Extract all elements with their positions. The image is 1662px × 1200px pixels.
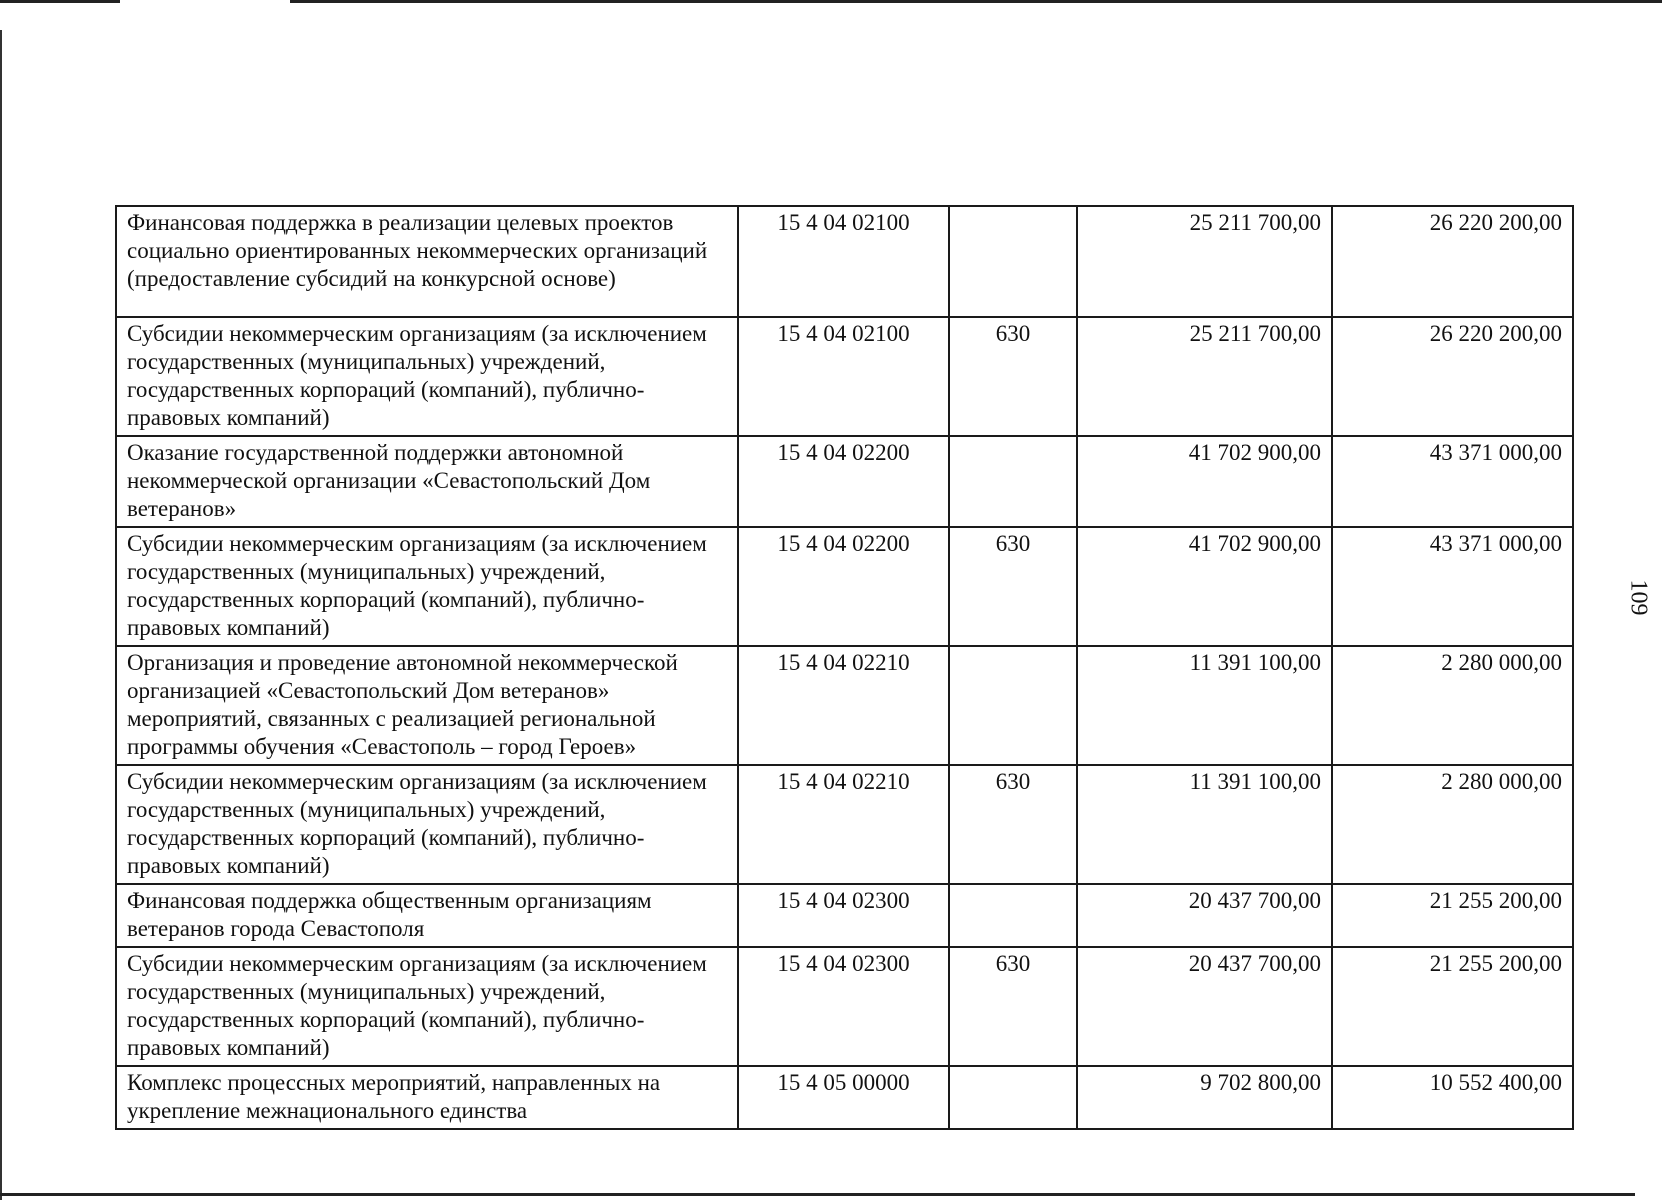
row-year1-amount: 20 437 700,00 [1077, 947, 1332, 1066]
table-row [116, 436, 1573, 527]
row-name: Комплекс процессных мероприятий, направленных на укрепление межнационального единства [116, 1066, 738, 1129]
row-code: 15 4 05 00000 [738, 1066, 949, 1129]
table-row [116, 947, 1573, 1066]
row-year2-amount: 10 552 400,00 [1332, 1066, 1573, 1129]
row-name: Финансовая поддержка общественным организациям ветеранов города Севастополя [116, 884, 738, 947]
row-type [949, 646, 1077, 765]
table-row [116, 884, 1573, 947]
row-year1-amount: 11 391 100,00 [1077, 646, 1332, 765]
scan-edge-bottom [0, 1193, 1635, 1196]
row-code: 15 4 04 02210 [738, 765, 949, 884]
row-year2-amount: 43 371 000,00 [1332, 527, 1573, 646]
row-name: Субсидии некоммерческим организациям (за исключением государственных (муниципальных) учреждений, государственных корпораций (компаний), публично-правовых компаний) [116, 527, 738, 646]
row-year2-amount: 26 220 200,00 [1332, 206, 1573, 317]
page-number: 109 [1625, 579, 1652, 616]
row-type: 630 [949, 527, 1077, 646]
table-row [116, 646, 1573, 765]
table-row [116, 1066, 1573, 1129]
row-year2-amount: 21 255 200,00 [1332, 884, 1573, 947]
row-type [949, 1066, 1077, 1129]
table-row [116, 317, 1573, 436]
row-type [949, 884, 1077, 947]
row-year1-amount: 25 211 700,00 [1077, 317, 1332, 436]
row-year2-amount: 21 255 200,00 [1332, 947, 1573, 1066]
row-name: Оказание государственной поддержки автономной некоммерческой организации «Севастопольский Дом ветеранов» [116, 436, 738, 527]
row-name: Финансовая поддержка в реализации целевых проектов социально ориентированных некоммерческих организаций (предоставление субсидий на конкурсной основе) [116, 206, 738, 317]
row-year1-amount: 41 702 900,00 [1077, 436, 1332, 527]
row-code: 15 4 04 02200 [738, 436, 949, 527]
row-type: 630 [949, 317, 1077, 436]
row-type [949, 436, 1077, 527]
table-row [116, 527, 1573, 646]
row-code: 15 4 04 02200 [738, 527, 949, 646]
table-row [116, 206, 1573, 317]
budget-table [115, 205, 1574, 1130]
row-year1-amount: 9 702 800,00 [1077, 1066, 1332, 1129]
row-year1-amount: 25 211 700,00 [1077, 206, 1332, 317]
row-year2-amount: 2 280 000,00 [1332, 765, 1573, 884]
row-code: 15 4 04 02100 [738, 317, 949, 436]
row-year1-amount: 41 702 900,00 [1077, 527, 1332, 646]
row-name: Организация и проведение автономной некоммерческой организацией «Севастопольский Дом ветеранов» мероприятий, связанных с реализацией региональной программы обучения «Севастополь – город Героев» [116, 646, 738, 765]
row-year2-amount: 43 371 000,00 [1332, 436, 1573, 527]
row-year1-amount: 11 391 100,00 [1077, 765, 1332, 884]
row-year2-amount: 26 220 200,00 [1332, 317, 1573, 436]
row-name: Субсидии некоммерческим организациям (за исключением государственных (муниципальных) учреждений, государственных корпораций (компаний), публично-правовых компаний) [116, 947, 738, 1066]
row-code: 15 4 04 02300 [738, 884, 949, 947]
row-year2-amount: 2 280 000,00 [1332, 646, 1573, 765]
row-code: 15 4 04 02300 [738, 947, 949, 1066]
row-type: 630 [949, 765, 1077, 884]
table-row [116, 765, 1573, 884]
row-type [949, 206, 1077, 317]
row-code: 15 4 04 02100 [738, 206, 949, 317]
row-type: 630 [949, 947, 1077, 1066]
scan-edge-left [0, 30, 2, 1200]
row-code: 15 4 04 02210 [738, 646, 949, 765]
row-name: Субсидии некоммерческим организациям (за исключением государственных (муниципальных) учреждений, государственных корпораций (компаний), публично-правовых компаний) [116, 317, 738, 436]
row-name: Субсидии некоммерческим организациям (за исключением государственных (муниципальных) учреждений, государственных корпораций (компаний), публично-правовых компаний) [116, 765, 738, 884]
row-year1-amount: 20 437 700,00 [1077, 884, 1332, 947]
scan-edge-top [0, 0, 1662, 3]
